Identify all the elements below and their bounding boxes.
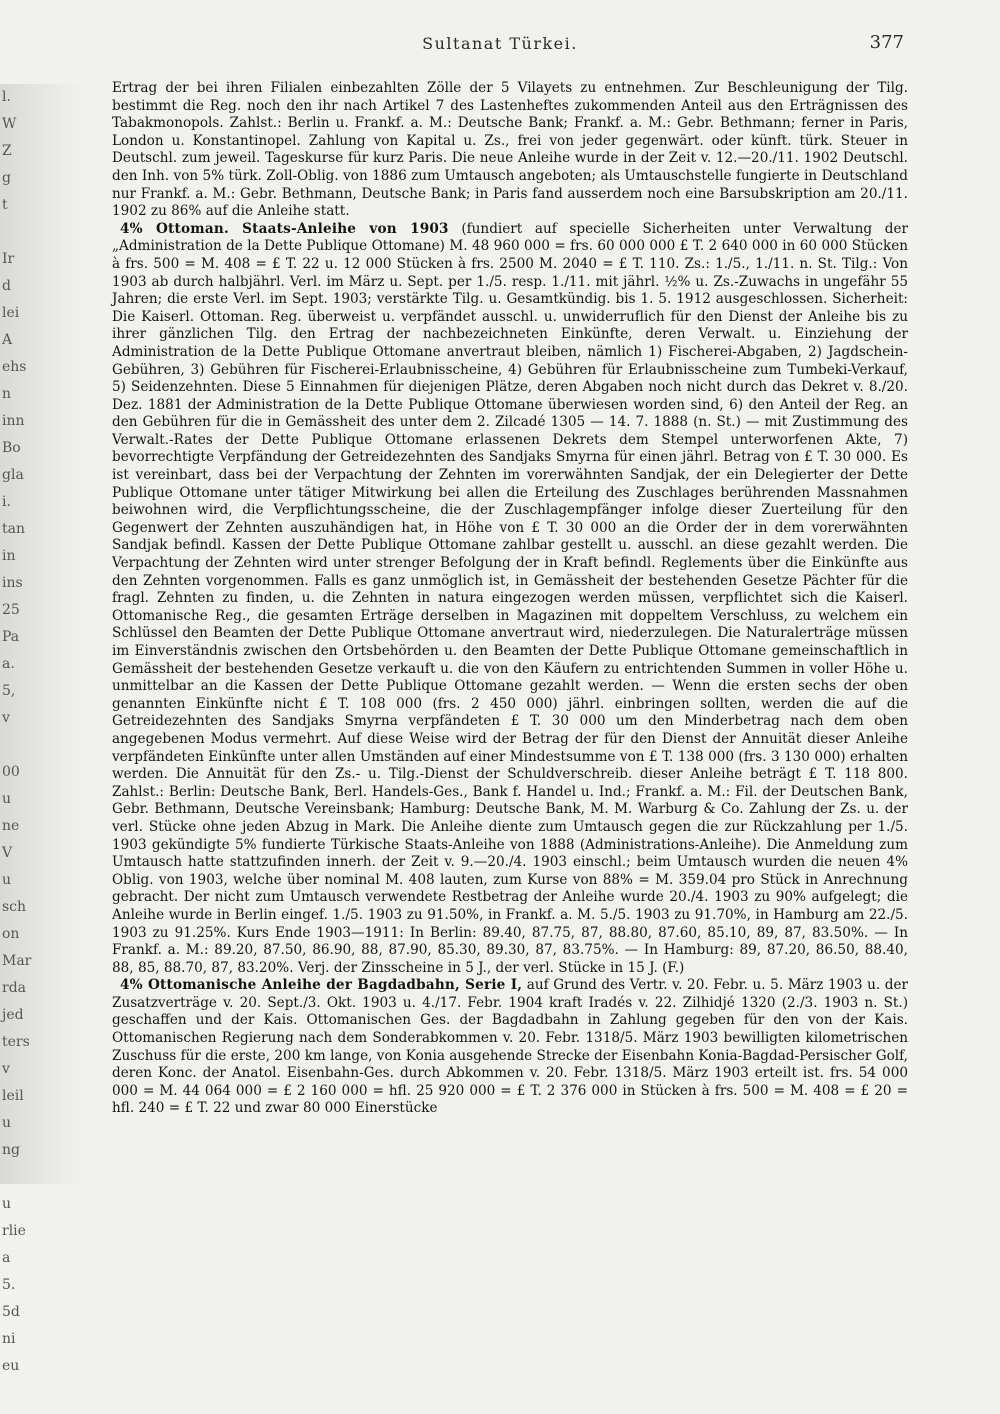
margin-fragment: g — [2, 170, 11, 186]
margin-fragment: rlie — [2, 1223, 26, 1239]
margin-fragment: ne — [2, 818, 20, 834]
margin-fragment: on — [2, 926, 20, 942]
margin-fragment: l. — [2, 89, 11, 105]
margin-fragment: 25 — [2, 602, 20, 618]
margin-fragment: n — [2, 386, 12, 402]
paragraph-text: Ertrag der bei ihren Filialen einbezahlten Zölle der 5 Vilayets zu entnehmen. Zur Beschleunigung der Tilg. bestimmt die Reg. noch den ihr nach Artikel 7 des Lastenheftes zukommenden Anteil aus den Erträgnissen des Tabakmonopols. Zahlst.: Berlin u. Frankf. a. M.: Deutsche Bank; Frankf. a. M.: Gebr. Bethmann; ferner in Paris, London u. Konstantinopel. Zahlung von Kapital u. Zs., frei von jeder gegenwärt. oder künft. türk. Steuer in Deutschl. zum jeweil. Tageskurse für kurz Paris. Die neue Anleihe wurde in der Zeit v. 12.—20./11. 1902 Deutschl. den Inh. von 5% türk. Zoll-Oblig. von 1886 zum Umtausch angeboten; als Umtauschstelle fungierte in Deutschland nur Frankf. a. M.: Gebr. Bethmann, Deutsche Bank; in Paris fand ausserdem noch eine Barsubskription am 20./11. 1902 zu 86% auf die Anleihe statt. — [112, 80, 908, 220]
margin-fragment: sch — [2, 899, 27, 915]
adjacent-page-margin — [0, 84, 88, 1374]
margin-fragment: in — [2, 548, 16, 564]
margin-fragment: V — [2, 845, 13, 861]
margin-fragment: ters — [2, 1034, 30, 1050]
margin-fragment: Pa — [2, 629, 20, 645]
margin-fragment: eu — [2, 1358, 20, 1374]
section-heading: 4% Ottoman. Staats-Anleihe von 1903 — [120, 220, 449, 237]
margin-fragment: rda — [2, 980, 27, 996]
margin-fragment: inn — [2, 413, 25, 429]
margin-fragment — [0, 1164, 88, 1191]
margin-fragment: a — [2, 1250, 11, 1266]
paragraph-bagdadbahn-serie-1 — [112, 977, 908, 1118]
margin-fragment: d — [2, 278, 11, 294]
section-heading: 4% Ottomanische Anleihe der Bagdadbahn, Serie I, — [120, 977, 523, 994]
margin-fragment: ng — [2, 1142, 20, 1158]
margin-fragment: v — [2, 710, 10, 726]
margin-fragment: gla — [2, 467, 24, 483]
margin-fragment: u — [2, 1196, 12, 1212]
margin-fragment — [0, 732, 88, 759]
margin-fragment: 5, — [2, 683, 16, 699]
margin-fragment: ins — [2, 575, 23, 591]
margin-fragment: 00 — [2, 764, 20, 780]
body-text — [112, 80, 908, 1118]
running-head: Sultanat Türkei. — [422, 34, 578, 53]
margin-fragment: Z — [2, 143, 12, 159]
paragraph-staats-anleihe-1903 — [112, 221, 908, 978]
margin-fragment: Ir — [2, 251, 15, 267]
margin-fragment: v — [2, 1061, 10, 1077]
margin-fragment: t — [2, 197, 8, 213]
margin-fragment: W — [2, 116, 17, 132]
paragraph-continuation — [112, 80, 908, 221]
margin-fragment: ni — [2, 1331, 16, 1347]
margin-fragment: jed — [2, 1007, 24, 1023]
margin-fragment: i. — [2, 494, 11, 510]
margin-fragment: A — [2, 332, 13, 348]
margin-fragment: a. — [2, 656, 15, 672]
margin-fragment: u — [2, 872, 12, 888]
margin-fragment: tan — [2, 521, 25, 537]
margin-fragment: 5. — [2, 1277, 16, 1293]
margin-fragment: u — [2, 1115, 12, 1131]
margin-fragment: Bo — [2, 440, 21, 456]
margin-fragment: 5d — [2, 1304, 20, 1320]
margin-fragment: ehs — [2, 359, 27, 375]
margin-fragment: u — [2, 791, 12, 807]
page-number: 377 — [869, 32, 904, 53]
margin-fragment: leil — [2, 1088, 24, 1104]
margin-fragment: lei — [2, 305, 20, 321]
paragraph-text: (fundiert auf specielle Sicherheiten unter Verwaltung der „Administration de la Dette Publique Ottomane) M. 48 960 000 = frs. 60 000 000 £ T. 2 640 000 in 60 000 Stücken à frs. 500 = M. 408 = £ T. 22 u. 12 000 Stücken à frs. 2500 M. 2040 = £ T. 110. Zs.: 1./5., 1./11. n. St. Tilg.: Von 1903 ab durch halbjährl. Verl. im März u. Sept. per 1./5. resp. 1./11. mit jährl. ½% u. Zs.-Zuwachs in ungefähr 55 Jahren; die erste Verl. im Sept. 1903; verstärkte Tilg. u. Gesamtkündig. bis 1. 5. 1912 ausgeschlossen. Sicherheit: Die Kaiserl. Ottoman. Reg. überweist u. verpfändet ausschl. u. unwiderruflich für den Dienst der Anleihe bis zu ihrer gänzlichen Tilg. den Ertrag der nachbezeichneten Einkünfte, deren Verwalt. u. Einziehung der Administration de la Dette Publique Ottomane anvertraut bleiben, nämlich 1) Fischerei-Abgaben, 2) Jagdschein-Gebühren, 3) Gebühren für Fischerei-Erlaubnisscheine, 4) Gebühren für Erlaubnisscheine zum Tumbeki-Verkauf, 5) Seidenzehnten. Diese 5 Einnahmen für diejenigen Plätze, deren Abgaben noch nicht durch das Dekret v. 8./20. Dez. 1881 der Administration de la Dette Publique Ottomane überwiesen worden sind, 6) den Anteil der Reg. an den Gebühren für die in Gemässheit des unter dem 2. Zilcadé 1305 — 14. 7. 1888 (n. St.) — mit Zustimmung des Verwalt.-Rates der Dette Publique Ottomane erlassenen Dekrets dem Stempel unterworfenen Akte, 7) bevorrechtigte Verpfändung der Getreidezehnten des Sandjaks Smyrna für einen jährl. Betrag von £ T. 30 000. Es ist vereinbart, dass bei der Verpachtung der Zehnten im vorerwähnten Sandjak, der ein Delegierter der Dette Publique Ottomane unter tätiger Mitwirkung bei allen die Erteilung des Zuschlages berührenden Massnahmen beiwohnen wird, die Verpflichtungsscheine, die der Zuschlagempfänger infolge dieser Zuerteilung für den Gegenwert der Zehnten auszuhändigen hat, in Höhe von £ T. 30 000 an die Order der in dem vorerwähnten Sandjak befindl. Kassen der Dette Publique Ottomane zahlbar gestellt u. ausschl. an diese gezahlt werden. Die Verpachtung der Zehnten wird unter strenger Befolgung der in Kraft befindl. Reglements über die Einkünfte aus den Zehnten vorgenommen. Falls es ganz unmöglich ist, in Gemässheit der bestehenden Gesetze Pächter für die fragl. Zehnten zu finden, u. die Zehnten in natura eingezogen werden müssen, verpflichtet sich die Kaiserl. Ottomanische Reg., die gesamten Erträge derselben in Magazinen mit doppeltem Verschluss, zu welchem ein Schlüssel den Beamten der Dette Publique Ottomane anvertraut wird, niederzulegen. Die Naturalerträge müssen im Einverständnis zwischen den Ortsbehörden u. den Beamten der Dette Publique Ottomane gemeinschaftlich in Gemässheit der bestehenden Gesetze verkauft u. die von den Käufern zu entrichtenden Summen in voller Höhe u. unmittelbar an die Kassen der Dette Publique Ottomane gezahlt werden. — Wenn die ersten sechs der oben genannten Einkünfte nicht £ T. 108 000 (frs. 2 450 000) jährl. einbringen sollten, werden die auf die Getreidezehnten des Sandjaks Smyrna verpfändeten £ T. 30 000 um den Minderbetrag nach dem oben angegebenen Modus vermehrt. Auf diese Weise wird der Betrag der für den Dienst der Annuität dieser Anleihe verpfändeten Einkünfte unter allen Umständen auf einer Mindestsumme von £ T. 138 000 (frs. 3 130 000) erhalten werden. Die Annuität für den Zs.- u. Tilg.-Dienst der Schuldverschreib. dieser Anleihe beträgt £ T. 118 800. Zahlst.: Berlin: Deutsche Bank, Berl. Handels-Ges., Bank f. Handel u. Ind.; Frankf. a. M.: Fil. der Deutschen Bank, Gebr. Bethmann, Deutsche Vereinsbank; Hamburg: Deutsche Bank, M. M. Warburg & Co. Zahlung der Zs. u. der verl. Stücke ohne jeden Abzug in Mark. Die Anleihe diente zum Umtausch gegen die zur Rückzahlung per 1./5. 1903 gekündigte 5% fundierte Türkische Staats-Anleihe von 1888 (Administrations-Anleihe). Die Anmeldung zum Umtausch hatte stattzufinden innerh. der Zeit v. 9.—20./4. 1903 einschl.; beim Umtausch wurden die neuen 4% Oblig. von 1903, welche über nominal M. 408 lauten, zum Kurse von 88% = M. 359.04 pro Stück in Anrechnung gebracht. Der nicht zum Umtausch verwendete Restbetrag der Anleihe wurde 20./4. 1903 zu 90% aufgelegt; die Anleihe wurde in Berlin eingef. 1./5. 1903 zu 91.50%, in Frankf. a. M. 5./5. 1903 zu 91.70%, in Hamburg am 22./5. 1903 zu 91.25%. Kurs Ende 1903—1911: In Berlin: 89.40, 87.75, 87, 88.80, 87.60, 85.10, 89, 87, 83.50%. — In Frankf. a. M.: 89.20, 87.50, 86.90, 88, 87.90, 85.30, 89.30, 87, 83.75%. — In Hamburg: 89, 87.20, 86.50, 88.40, 88, 85, 88.70, 87, 83.20%. Verj. der Zinsscheine in 5 J., der verl. Stücke in 15 J. (F.) — [112, 220, 908, 976]
margin-fragment: Mar — [2, 953, 32, 969]
margin-fragment — [0, 219, 88, 246]
paragraph-text: auf Grund des Vertr. v. 20. Febr. u. 5. März 1903 u. der Zusatzverträge v. 20. Sept./3. Okt. 1903 u. 4./17. Febr. 1904 kraft Iradés v. 22. Zilhidjé 1320 (2./3. 1903 n. St.) geschaffen und der Kais. Ottomanischen Ges. der Bagdadbahn in Zahlung gegeben für den von der Kais. Ottomanischen Regierung nach dem Sonderabkommen v. 20. Febr. 1318/5. März 1903 bewilligten kilometrischen Zuschuss für die erste, 200 km lange, von Konia ausgehende Strecke der Eisenbahn Konia-Bagdad-Persischer Golf, deren Konc. der Anatol. Eisenbahn-Ges. durch Abkommen v. 20. Febr. 1318/5. März 1903 erteilt ist. frs. 54 000 000 = M. 44 064 000 = £ 2 160 000 = hfl. 25 920 000 = £ T. 2 376 000 in Stücken à frs. 500 = M. 408 = £ 20 = hfl. 240 = £ T. 22 und zwar 80 000 Einerstücke — [112, 977, 908, 1117]
